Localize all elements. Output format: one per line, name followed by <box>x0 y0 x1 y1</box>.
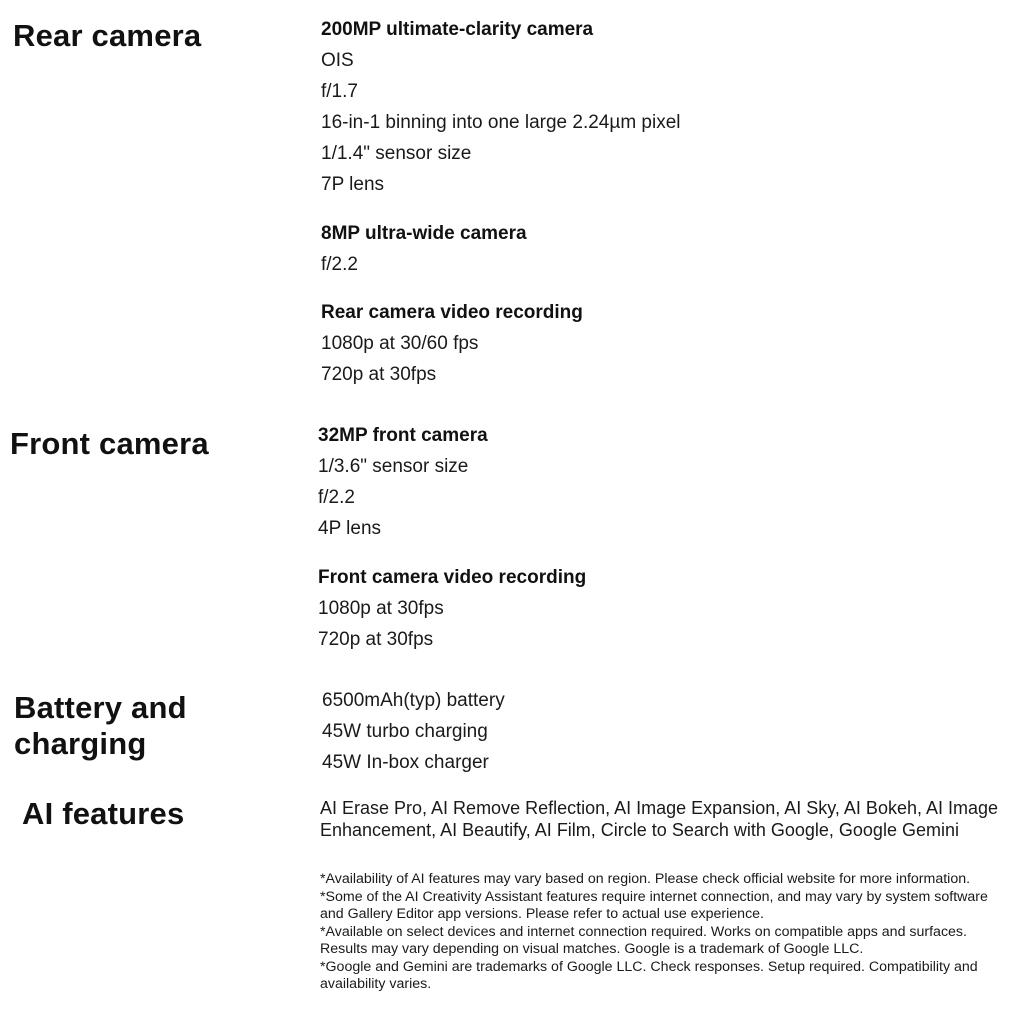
section-title-rear-camera: Rear camera <box>13 18 202 53</box>
spec-item: 45W turbo charging <box>322 721 488 742</box>
spec-group-front-video <box>318 566 586 652</box>
spec-group-heading: 8MP ultra-wide camera <box>321 223 527 244</box>
section-title-front-camera: Front camera <box>10 426 209 461</box>
footnote: *Available on select devices and internet connection required. Works on compatible apps and surfaces. Results may vary depending on visual matches. Google is a trademark of Google LLC. <box>320 923 967 957</box>
spec-group-battery <box>322 689 505 775</box>
spec-item: 1080p at 30/60 fps <box>321 333 479 354</box>
spec-item: 720p at 30fps <box>321 364 437 385</box>
spec-group-32mp-front <box>318 424 488 541</box>
footnote: *Availability of AI features may vary based on region. Please check official website for more information. <box>320 871 971 887</box>
spec-group-8mp-ultrawide <box>321 222 527 277</box>
footnotes <box>320 871 1010 994</box>
section-title-ai-features: AI features <box>22 796 185 831</box>
spec-group-200mp-camera <box>321 18 681 197</box>
spec-item: f/2.2 <box>318 487 355 508</box>
spec-item: 1/1.4" sensor size <box>321 143 472 164</box>
spec-group-heading: 200MP ultimate-clarity camera <box>321 19 594 40</box>
spec-group-rear-video <box>321 301 583 387</box>
spec-item: 45W In-box charger <box>322 752 489 773</box>
footnote: *Some of the AI Creativity Assistant features require internet connection, and may vary by system software and Gallery Editor app versions. Please refer to actual use experience. <box>320 888 988 922</box>
section-title-line: Battery and <box>14 690 187 725</box>
section-title-line: charging <box>14 726 147 761</box>
spec-item: 16-in-1 binning into one large 2.24µm pixel <box>321 112 681 133</box>
spec-item: 4P lens <box>318 518 382 539</box>
ai-features-list: AI Erase Pro, AI Remove Reflection, AI Image Expansion, AI Sky, AI Bokeh, AI Image Enhancement, AI Beautify, AI Film, Circle to Search with Google, Google Gemini <box>320 798 999 840</box>
spec-group-heading: Front camera video recording <box>318 567 587 588</box>
spec-item: OIS <box>321 50 354 71</box>
spec-item: 1080p at 30fps <box>318 598 444 619</box>
spec-group-heading: 32MP front camera <box>318 425 488 446</box>
spec-item: f/1.7 <box>321 81 358 102</box>
footnote: *Google and Gemini are trademarks of Google LLC. Check responses. Setup required. Compatibility and availability varies. <box>320 958 978 992</box>
spec-item: 6500mAh(typ) battery <box>322 690 505 711</box>
section-title-battery <box>14 690 187 762</box>
spec-group-heading: Rear camera video recording <box>321 302 583 323</box>
spec-item: 1/3.6" sensor size <box>318 456 469 477</box>
spec-item: 7P lens <box>321 174 385 195</box>
spec-item: 720p at 30fps <box>318 629 434 650</box>
spec-item: f/2.2 <box>321 254 358 275</box>
